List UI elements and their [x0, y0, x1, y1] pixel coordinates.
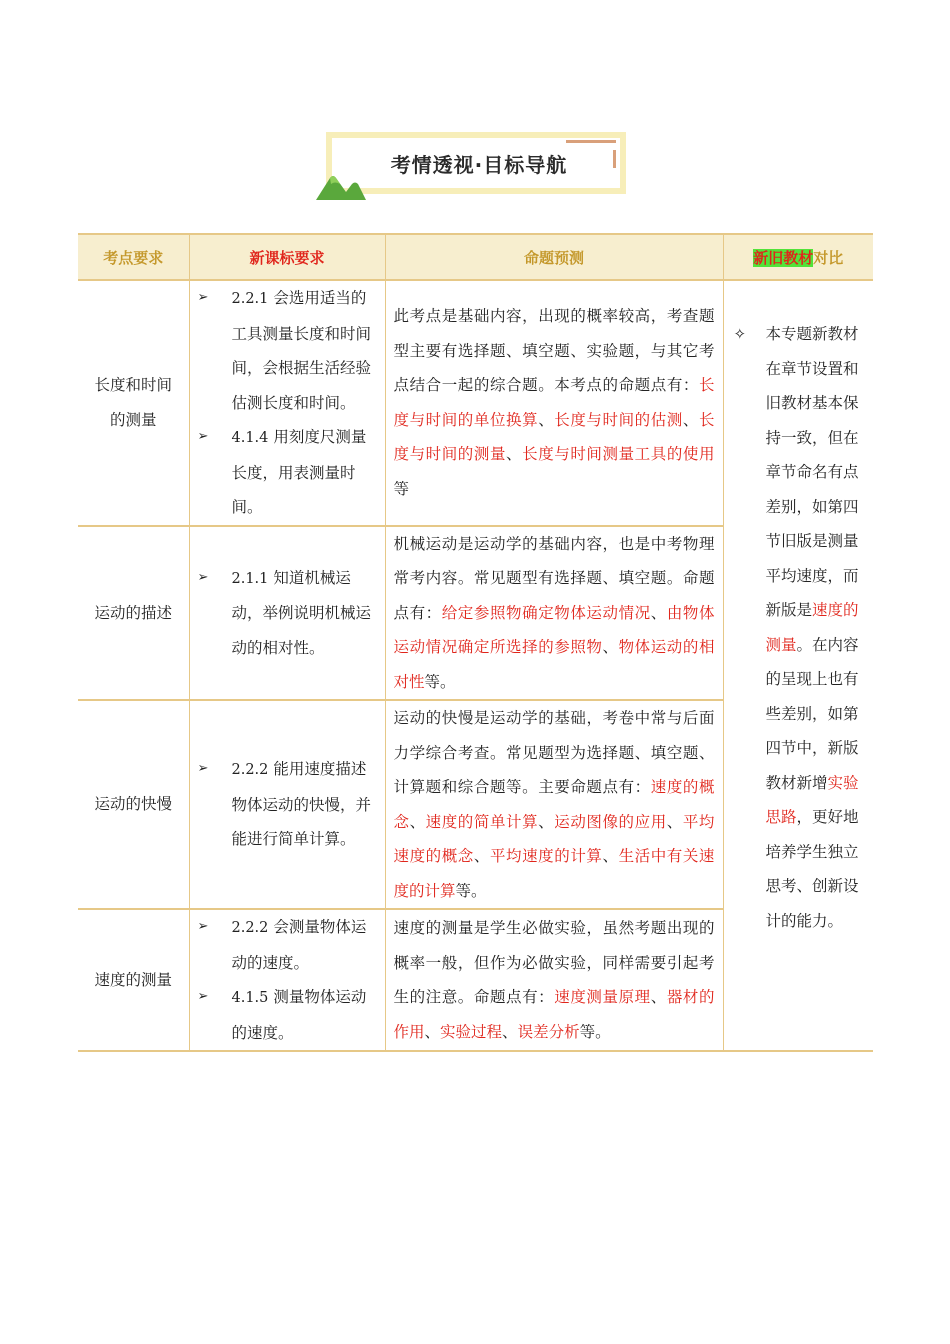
header-standards: 新课标要求 [189, 234, 385, 280]
title-banner-inner [332, 138, 620, 188]
topic-line: 速度的测量 [94, 970, 172, 989]
comparison-part: 本专题新教材在章节设置和旧教材基本保持一致，但在章节命名有点差别，如第四节旧版是测量平均速度，而新版是 [765, 325, 859, 619]
prediction-point: 实验过程 [440, 1022, 503, 1041]
prediction-point: 速度测量原理 [554, 988, 651, 1006]
standards-cell [189, 280, 385, 526]
standards-cell [189, 909, 385, 1051]
prediction-ending: 等。 [579, 1022, 611, 1041]
prediction-intro: 此考点是基础内容，出现的概率较高，考查题型主要有选择题、填空题、实验题，与其它考点结合一起的综合题。本考点的命题点有： [393, 307, 715, 395]
prediction-cell: 速度的测量是学生必做实验，虽然考题出现的概率一般，但作为必做实验，同样需要引起考生的注意。命题点有：速度测量原理、器材的作用、实验过程、误差分析等。 [385, 909, 723, 1051]
standard-code: 4.1.5 [231, 990, 269, 1006]
standard-item [198, 910, 379, 980]
standard-item [198, 420, 379, 525]
arrow-bullet-icon: ➢ [197, 989, 209, 1004]
arrow-bullet-icon: ➢ [197, 429, 209, 444]
standard-text: 会测量物体运动的速度。 [231, 918, 367, 972]
standard-item [198, 281, 379, 420]
mountain-icon [316, 172, 366, 200]
comparison-emphasis: 实验思路 [765, 773, 859, 826]
arrow-bullet-icon: ➢ [197, 919, 209, 934]
prediction-cell: 此考点是基础内容，出现的概率较高，考查题型主要有选择题、填空题、实验题，与其它考点结合一起的综合题。本考点的命题点有：长度与时间的单位换算、长度与时间的估测、长度与时间的测量、长度与时间测量工具的使用等 [385, 280, 723, 526]
standard-item [198, 561, 379, 666]
prediction-cell: 运动的快慢是运动学的基础，考卷中常与后面力学综合考查。常见题型为选择题、填空题、计算题和综合题等。主要命题点有：速度的概念、速度的简单计算、运动图像的应用、平均速度的概念、平均速度的计算、生活中有关速度的计算等。 [385, 700, 723, 909]
prediction-point: 长度与时间测量工具的使用 [522, 445, 715, 464]
header-topic: 考点要求 [78, 234, 189, 280]
header-comparison-rest: 对比 [813, 248, 844, 267]
comparison-part: 。在内容的呈现上也有些差别，如第四节中，新版教材新增 [765, 635, 859, 792]
prediction-point: 平均速度的计算 [489, 847, 603, 865]
prediction-ending: 等。 [424, 672, 456, 691]
standards-cell [189, 526, 385, 701]
prediction-point: 平均速度的概念 [393, 812, 715, 865]
standard-text: 会选用适当的工具测量长度和时间间，会根据生活经验估测长度和时间。 [231, 289, 372, 412]
prediction-ending: 等 [393, 479, 410, 498]
banner-decor-bar [613, 150, 616, 168]
table-header-row [78, 234, 873, 280]
prediction-point: 生活中有关速度的计算 [393, 847, 715, 900]
header-prediction: 命题预测 [385, 234, 723, 280]
prediction-point: 速度的简单计算 [425, 812, 539, 831]
comparison-item [724, 317, 874, 938]
standard-item [198, 980, 379, 1050]
standard-text: 知道机械运动，举例说明机械运动的相对性。 [231, 568, 372, 657]
prediction-point: 长度与时间的单位换算 [393, 376, 715, 429]
arrow-bullet-icon: ➢ [197, 569, 209, 585]
standard-text: 用刻度尺测量长度，用表测量时间。 [231, 428, 367, 516]
standard-code: 2.2.1 [231, 291, 269, 307]
prediction-point: 长度与时间的测量 [393, 410, 715, 464]
page-title: 考情透视·目标导航 [390, 152, 568, 177]
prediction-intro: 速度的测量是学生必做实验，虽然考题出现的概率一般，但作为必做实验，同样需要引起考生的注意。命题点有： [393, 919, 715, 1006]
topic-line: 运动的描述 [94, 603, 172, 622]
topic-cell [78, 909, 189, 1051]
prediction-intro: 机械运动是运动学的基础内容，也是中考物理常考内容。常见题型有选择题、填空题。命题点有： [393, 534, 715, 622]
header-comparison-highlight: 新旧教材 [753, 248, 814, 267]
prediction-point: 物体运动的相对性 [393, 638, 715, 691]
comparison-emphasis: 速度的测量 [765, 601, 859, 654]
standard-code: 2.2.2 [231, 920, 269, 936]
diamond-bullet-icon: ✧ [733, 325, 747, 343]
topic-line: 运动的快慢 [94, 795, 172, 814]
prediction-point: 速度的概念 [393, 778, 715, 831]
standard-code: 2.2.2 [231, 762, 269, 779]
arrow-bullet-icon: ➢ [197, 761, 209, 777]
topic-line: 的测量 [109, 410, 157, 429]
prediction-point: 由物体运动情况确定所选择的参照物 [393, 603, 715, 656]
topic-line: 长度和时间 [94, 376, 172, 395]
standard-code: 4.1.4 [231, 430, 269, 446]
table-row [78, 280, 873, 526]
prediction-point: 器材的作用 [393, 988, 715, 1041]
standard-text: 测量物体运动的速度。 [231, 988, 367, 1042]
comparison-text [766, 317, 868, 938]
standard-code: 2.1.1 [231, 570, 269, 587]
arrow-bullet-icon: ➢ [197, 290, 209, 305]
prediction-point: 长度与时间的估测 [554, 410, 683, 429]
prediction-point: 误差分析 [517, 1022, 580, 1041]
topic-cell [78, 280, 189, 526]
prediction-intro: 运动的快慢是运动学的基础，考卷中常与后面力学综合考查。常见题型为选择题、填空题、计算题和综合题等。主要命题点有： [393, 709, 715, 796]
banner-decor-line [566, 140, 616, 143]
comparison-part: ，更好地培养学生独立思考、创新设计的能力。 [765, 808, 859, 930]
standard-item [198, 752, 379, 857]
prediction-ending: 等。 [455, 881, 487, 900]
standard-text: 能用速度描述物体运动的快慢，并能进行简单计算。 [231, 760, 372, 849]
topic-cell [78, 700, 189, 909]
exam-table [78, 233, 873, 1052]
comparison-cell [723, 280, 873, 1051]
prediction-cell: 机械运动是运动学的基础内容，也是中考物理常考内容。常见题型有选择题、填空题。命题点有：给定参照物确定物体运动情况、由物体运动情况确定所选择的参照物、物体运动的相对性等。 [385, 526, 723, 701]
prediction-point: 给定参照物确定物体运动情况 [441, 603, 651, 622]
topic-cell [78, 526, 189, 701]
header-comparison [723, 234, 873, 280]
standards-cell [189, 700, 385, 909]
prediction-point: 运动图像的应用 [554, 812, 667, 831]
